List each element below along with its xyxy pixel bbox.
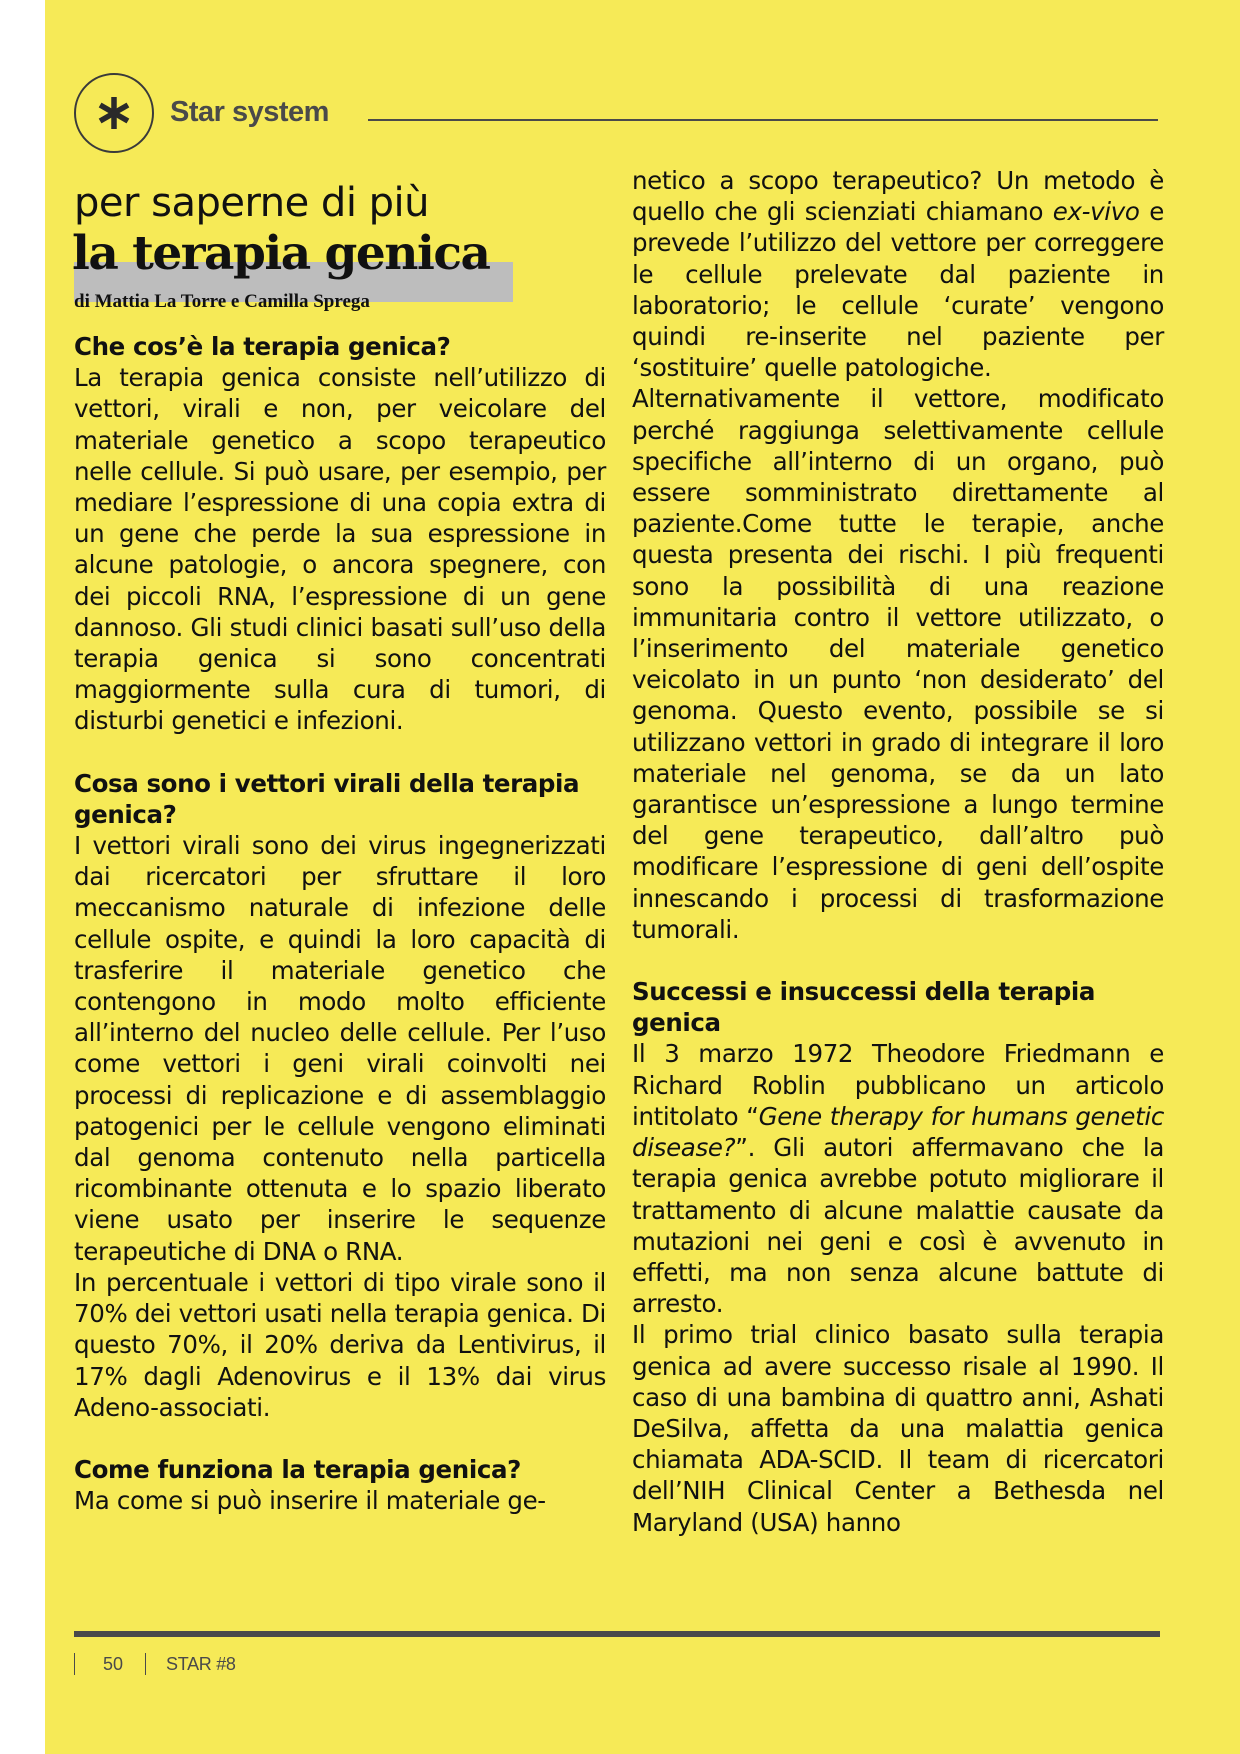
header-rule — [368, 119, 1158, 121]
paragraph: Alternativamente il vettore, modificato perché raggiunga selettivamente cellule specifiche all’interno di un organo, può essere somministrato direttamente al paziente.Come tutte le terapie, anche questa presenta dei rischi. I più frequenti sono la possibilità di una reazione immunitaria contro il vettore utilizzato, o l’inserimento del materiale genetico veicolato in un punto ‘non desiderato’ del genoma. Questo evento, possibile se si utilizzano vettori in grado di integrare il loro materiale nel genoma, se da un lato garantisce un’espressione a lungo termine del gene terapeutico, dall’altro può modificare l’espressione di geni dell’ospite innescando i processi di trasformazione tumorali. — [632, 384, 1164, 944]
paragraph-gap — [632, 945, 1164, 976]
paragraph: I vettori virali sono dei virus ingegnerizzati dai ricercatori per sfruttare il loro meccanismo naturale di infezione delle cellule ospite, e quindi la loro capacità di trasferire il materiale genetico che contengono in modo molto efficiente all’interno del nucleo delle cellule. Per l’uso come vettori i geni virali coinvolti nei processi di replicazione e di assemblaggio patogenici per le cellule vengono eliminati dal genoma contenuto nella particella ricombinante ottenuta e lo spazio liberato viene usato per inserire le sequenze terapeutiche di DNA o RNA. — [74, 831, 606, 1266]
section-heading: Che cos’è la terapia genica? — [74, 332, 451, 361]
emphasis-text: ex-vivo — [1052, 197, 1140, 227]
paragraph: La terapia genica consiste nell’utilizzo di vettori, virali e non, per veicolare del materiale genetico a scopo terapeutico nelle cellule. Si può usare, per esempio, per mediare l’espressione di una copia extra di un gene che perde la sua espressione in alcune patologie, o ancora spegnere, con dei piccoli RNA, l’espressione di un gene dannoso. Gli studi clinici basati sull’uso della terapia genica si sono concentrati maggiormente sulla cura di tumori, di disturbi genetici e infezioni. — [74, 363, 606, 736]
text-run: e prevede l’utilizzo del vettore per correggere le cellule prelevate dal paziente in laboratorio; le cellule ‘curate’ vengono quindi re-inserite nel paziente per ‘sostituire’ quelle patologiche. — [632, 197, 1164, 383]
text-run: Il 3 marzo 1972 Theodore Friedmann e Richard Roblin pubblicano un articolo intitolato “ — [632, 1039, 1164, 1131]
footer-rule — [74, 1631, 1160, 1637]
paragraph — [632, 165, 1164, 383]
emphasis-text: Gene therapy for humans genetic disease? — [632, 1101, 1164, 1163]
section-name: Star system — [170, 96, 329, 128]
section-heading: Successi e insuccessi della terapia genica — [632, 977, 1096, 1038]
magazine-issue: STAR #8 — [166, 1653, 236, 1674]
text-run: ”. Gli autori affermavano che la terapia genica avrebbe potuto migliorare il trattamento di alcune malattie causate da mutazioni nei geni e così è avvenuto in effetti, ma non senza alcune battute di arresto. — [632, 1133, 1164, 1319]
section-heading: Come funziona la terapia genica? — [74, 1454, 521, 1484]
article-kicker: per saperne di più — [74, 180, 430, 226]
paragraph: Ma come si può inserire il materiale ge- — [74, 1486, 546, 1516]
article-byline: di Mattia La Torre e Camilla Sprega — [74, 291, 370, 312]
paragraph: In percentuale i vettori di tipo virale sono il 70% dei vettori usati nella terapia genica. Di questo 70%, il 20% deriva da Lentivirus, il 17% dagli Adenovirus e il 13% dai virus Adeno-associati. — [74, 1267, 606, 1422]
right-column — [632, 165, 1164, 1538]
text-run: netico a scopo terapeutico? Un metodo è quello che gli scienziati chiamano — [632, 166, 1164, 227]
paragraph — [632, 1038, 1164, 1319]
left-column — [74, 331, 606, 1516]
section-heading: Cosa sono i vettori virali della terapia genica? — [74, 768, 580, 829]
article-title: la terapia genica — [72, 226, 490, 281]
page-number: 50 — [103, 1653, 124, 1674]
paragraph: Il primo trial clinico basato sulla terapia genica ad avere successo risale al 1990. Il caso di una bambina di quattro anni, Ashati DeSilva, affetta da una malattia genica chiamata ADA-SCID. Il team di ricercatori dell’NIH Clinical Center a Bethesda nel Maryland (USA) hanno — [632, 1320, 1164, 1537]
magazine-page — [45, 0, 1240, 1754]
paragraph-gap — [74, 737, 606, 768]
paragraph-gap — [74, 1423, 606, 1454]
section-logo — [74, 73, 154, 153]
asterisk-icon — [94, 93, 134, 133]
page-footer — [74, 1652, 236, 1676]
